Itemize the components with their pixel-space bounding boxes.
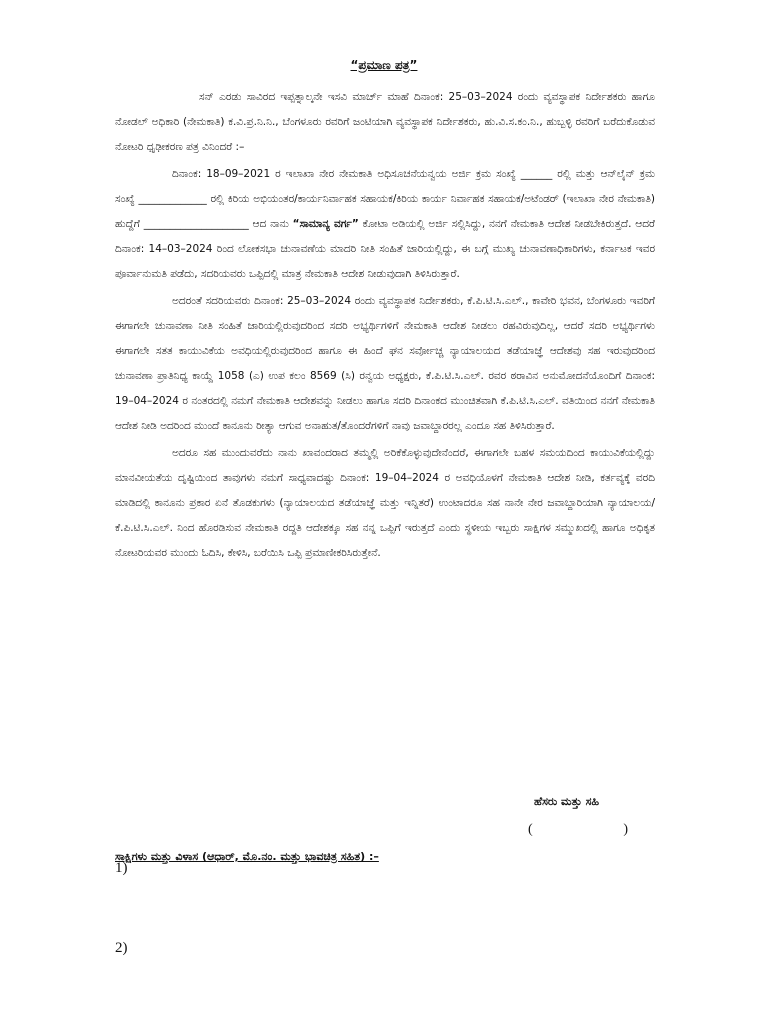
document-title: “ಪ್ರಮಾಣ ಪತ್ರ”	[350, 58, 418, 72]
paragraph-application	[115, 162, 655, 287]
paragraph-application-part-a: ದಿನಾಂಕ: 18–09–2021 ರ ಇಲಾಖಾ ನೇರ ನೇಮಕಾತಿ ಅಧಿಸೂಚನೆಯನ್ವಯ ಅರ್ಜಿ ಕ್ರಮ ಸಂಖ್ಯೆ ______ ರಲ್ಲಿ ಮತ್ತು ಆನ್‌ಲೈನ್ ಕ್ರಮ ಸಂಖ್ಯೆ _____________ ರಲ್ಲಿ ಕಿರಿಯ ಅಭಿಯಂತರ/ಕಾರ್ಯನಿರ್ವಾಹಕ ಸಹಾಯಕ/ಕಿರಿಯ ಕಾರ್ಯ ನಿರ್ವಾಹಕ ಸಹಾಯಕ/ಅಟೆಂಡರ್ (ಇಲಾಖಾ ನೇರ ನೇಮಕಾತಿ) ಹುದ್ದೆಗೆ ____________________ ಆದ ನಾನು	[115, 168, 655, 230]
signature-paren-close: )	[623, 822, 628, 837]
document-body	[115, 85, 655, 566]
paragraph-application-part-c: ಕೋಟಾ ಅಡಿಯಲ್ಲಿ ಅರ್ಜಿ ಸಲ್ಲಿಸಿದ್ದು, ನನಗೆ ನೇಮಕಾತಿ ಆದೇಶ ನೀಡಬೇಕಿರುತ್ತದೆ. ಆದರೆ ದಿನಾಂಕ: 14–03–2024 ರಿಂದ ಲೋಕಸಭಾ ಚುನಾವಣೆಯ ಮಾದರಿ ನೀತಿ ಸಂಹಿತೆ ಜಾರಿಯಲ್ಲಿದ್ದು, ಈ ಬಗ್ಗೆ ಮುಖ್ಯ ಚುನಾವಣಾಧಿಕಾರಿಗಳು, ಕರ್ನಾಟಕ ಇವರ ಪೂರ್ವಾನುಮತಿ ಪಡೆದು, ಸದರಿಯವರು ಒಪ್ಪಿದಲ್ಲಿ ಮಾತ್ರ ನೇಮಕಾತಿ ಆದೇಶ ನೀಡುವುದಾಗಿ ತಿಳಿಸಿರುತ್ತಾರೆ.	[115, 218, 655, 280]
witness-item-2: 2)	[115, 940, 128, 956]
signature-paren-open: (	[528, 822, 533, 837]
category-label: “ಸಾಮಾನ್ಯ ವರ್ಗ”	[292, 218, 359, 230]
paragraph-intro: ಸನ್ ಎರಡು ಸಾವಿರದ ಇಪ್ಪತ್ನಾಲ್ಕನೇ ಇಸವಿ ಮಾರ್ಚ್ ಮಾಹೆ ದಿನಾಂಕ: 25–03–2024 ರಂದು ವ್ಯವಸ್ಥಾಪಕ ನಿರ್ದೇಶಕರು ಹಾಗೂ ನೋಡಲ್ ಅಧಿಕಾರಿ (ನೇಮಕಾತಿ) ಕ.ವಿ.ಪ್ರ.ನಿ.ನಿ., ಬೆಂಗಳೂರು ರವರಿಗೆ ಜಂಟಿಯಾಗಿ ವ್ಯವಸ್ಥಾಪಕ ನಿರ್ದೇಶಕರು, ಹು.ವಿ.ಸ.ಕಂ.ನಿ., ಹುಬ್ಬಳ್ಳಿ ರವರಿಗೆ ಬರೆದುಕೊಡುವ ನೋಟರಿ ಧೃಢೀಕರಣ ಪತ್ರ ವಿನಿಂದರೆ :–	[115, 91, 655, 153]
witness-item-1: 1)	[115, 860, 128, 876]
signature-label: ಹೆಸರು ಮತ್ತು ಸಹಿ	[534, 795, 600, 808]
witness-section-title: ಸಾಕ್ಷಿಗಳು ಮತ್ತು ವಿಳಾಸ (ಆಧಾರ್, ಮೊ.ನಂ. ಮತ್ತು ಭಾವಚಿತ್ರ ಸಹಿತ) :–	[115, 850, 379, 863]
paragraph-declaration: ಅದರೂ ಸಹ ಮುಂದುವರೆದು ನಾನು ಖಾವಂದರಾದ ತಮ್ಮಲ್ಲಿ ಅರಿಕೆಕೊಳ್ಳುವುದೇನೆಂದರೆ, ಈಗಾಗಲೇ ಬಹಳ ಸಮಯದಿಂದ ಕಾಯುವಿಕೆಯಲ್ಲಿದ್ದು ಮಾನವೀಯತೆಯ ದೃಷ್ಟಿಯಿಂದ ತಾವುಗಳು ನಮಗೆ ಸಾಧ್ಯವಾದಷ್ಟು ದಿನಾಂಕ: 19–04–2024 ರ ಅವಧಿಯೊಳಗೆ ನೇಮಕಾತಿ ಆದೇಶ ನೀಡಿ, ಕರ್ತವ್ಯಕ್ಕೆ ವರದಿ ಮಾಡಿದಲ್ಲಿ ಕಾನೂನು ಪ್ರಕಾರ ಏನೆ ತೊಡಕುಗಳು (ನ್ಯಾಯಾಲಯದ ತಡೆಯಾಜ್ಞೆ ಮತ್ತು ಇನ್ನಿತರೆ) ಉಂಟಾದರೂ ಸಹ ನಾನೇ ನೇರ ಜವಾಬ್ದಾರಿಯಾಗಿ ನ್ಯಾಯಾಲಯ/ಕೆ.ಪಿ.ಟಿ.ಸಿ.ಎಲ್. ನಿಂದ ಹೊರಡಿಸುವ ನೇಮಕಾತಿ ರದ್ದತಿ ಆದೇಶಕ್ಕೂ ಸಹ ನನ್ನ ಒಪ್ಪಿಗೆ ಇರುತ್ತದೆ ಎಂದು ಸ್ಥಳೀಯ ಇಬ್ಬರು ಸಾಕ್ಷಿಗಳ ಸಮ್ಮುಖದಲ್ಲಿ ಹಾಗೂ ಅಧಿಕೃತ ನೋಟರಿಯವರ ಮುಂದು ಓದಿಸಿ, ಕೇಳಿಸಿ, ಬರೆಯಿಸಿ ಒಪ್ಪಿ ಪ್ರಮಾಣೀಕರಿಸಿರುತ್ತೇನೆ.	[115, 447, 655, 559]
paragraph-response: ಅದರಂತೆ ಸದರಿಯವರು ದಿನಾಂಕ: 25–03–2024 ರಂದು ವ್ಯವಸ್ಥಾಪಕ ನಿರ್ದೇಶಕರು, ಕೆ.ಪಿ.ಟಿ.ಸಿ.ಎಲ್., ಕಾವೇರಿ ಭವನ, ಬೆಂಗಳೂರು ಇವರಿಗೆ ಈಗಾಗಲೇ ಚುನಾವಣಾ ನೀತಿ ಸಂಹಿತೆ ಜಾರಿಯಲ್ಲಿರುವುದರಿಂದ ಸದರಿ ಅಭ್ಯರ್ಥಿಗಳಿಗೆ ನೇಮಕಾತಿ ಆದೇಶ ನೀಡಲು ರಹವಿರುವುದಿಲ್ಲ, ಆದರೆ ಸದರಿ ಅಭ್ಯರ್ಥಿಗಳು ಈಗಾಗಲೇ ಸತತ ಕಾಯುವಿಕೆಯ ಅವಧಿಯಲ್ಲಿರುವುದರಿಂದ ಹಾಗೂ ಈ ಹಿಂದೆ ಘನ ಸರ್ವೋಚ್ಚ ನ್ಯಾಯಾಲಯದ ತಡೆಯಾಜ್ಞೆ ಆದೇಶವು ಸಹ ಇರುವುದರಿಂದ ಚುನಾವಣಾ ಪ್ರಾತಿನಿಧ್ಯ ಕಾಯ್ದೆ 1058 (ಎ) ಉಪ ಕಲಂ 8569 (ಸಿ) ರನ್ವಯ ಅಧ್ಯಕ್ಷರು, ಕೆ.ಪಿ.ಟಿ.ಸಿ.ಎಲ್. ರವರ ಠರಾವಿನ ಅನುಮೋದನೆಯೊಂದಿಗೆ ದಿನಾಂಕ: 19–04–2024 ರ ನಂತರದಲ್ಲಿ ನಮಗೆ ನೇಮಕಾತಿ ಆದೇಶವನ್ನು ನೀಡಲು ಹಾಗೂ ಸದರಿ ದಿನಾಂಕದ ಮುಂಚಿತವಾಗಿ ಕೆ.ಪಿ.ಟಿ.ಸಿ.ಎಲ್. ವತಿಯಿಂದ ನನಗೆ ನೇಮಕಾತಿ ಆದೇಶ ನೀಡಿ ಅದರಿಂದ ಮುಂದೆ ಕಾನೂನು ರೀತ್ಯಾ ಆಗುವ ಅನಾಹುತ/ತೊಂದರೆಗಳಿಗೆ ನಾವು ಜವಾಬ್ದಾರರಲ್ಲ ಎಂದೂ ಸಹ ತಿಳಿಸಿರುತ್ತಾರೆ.	[115, 295, 655, 432]
signature-name-field	[528, 822, 628, 838]
